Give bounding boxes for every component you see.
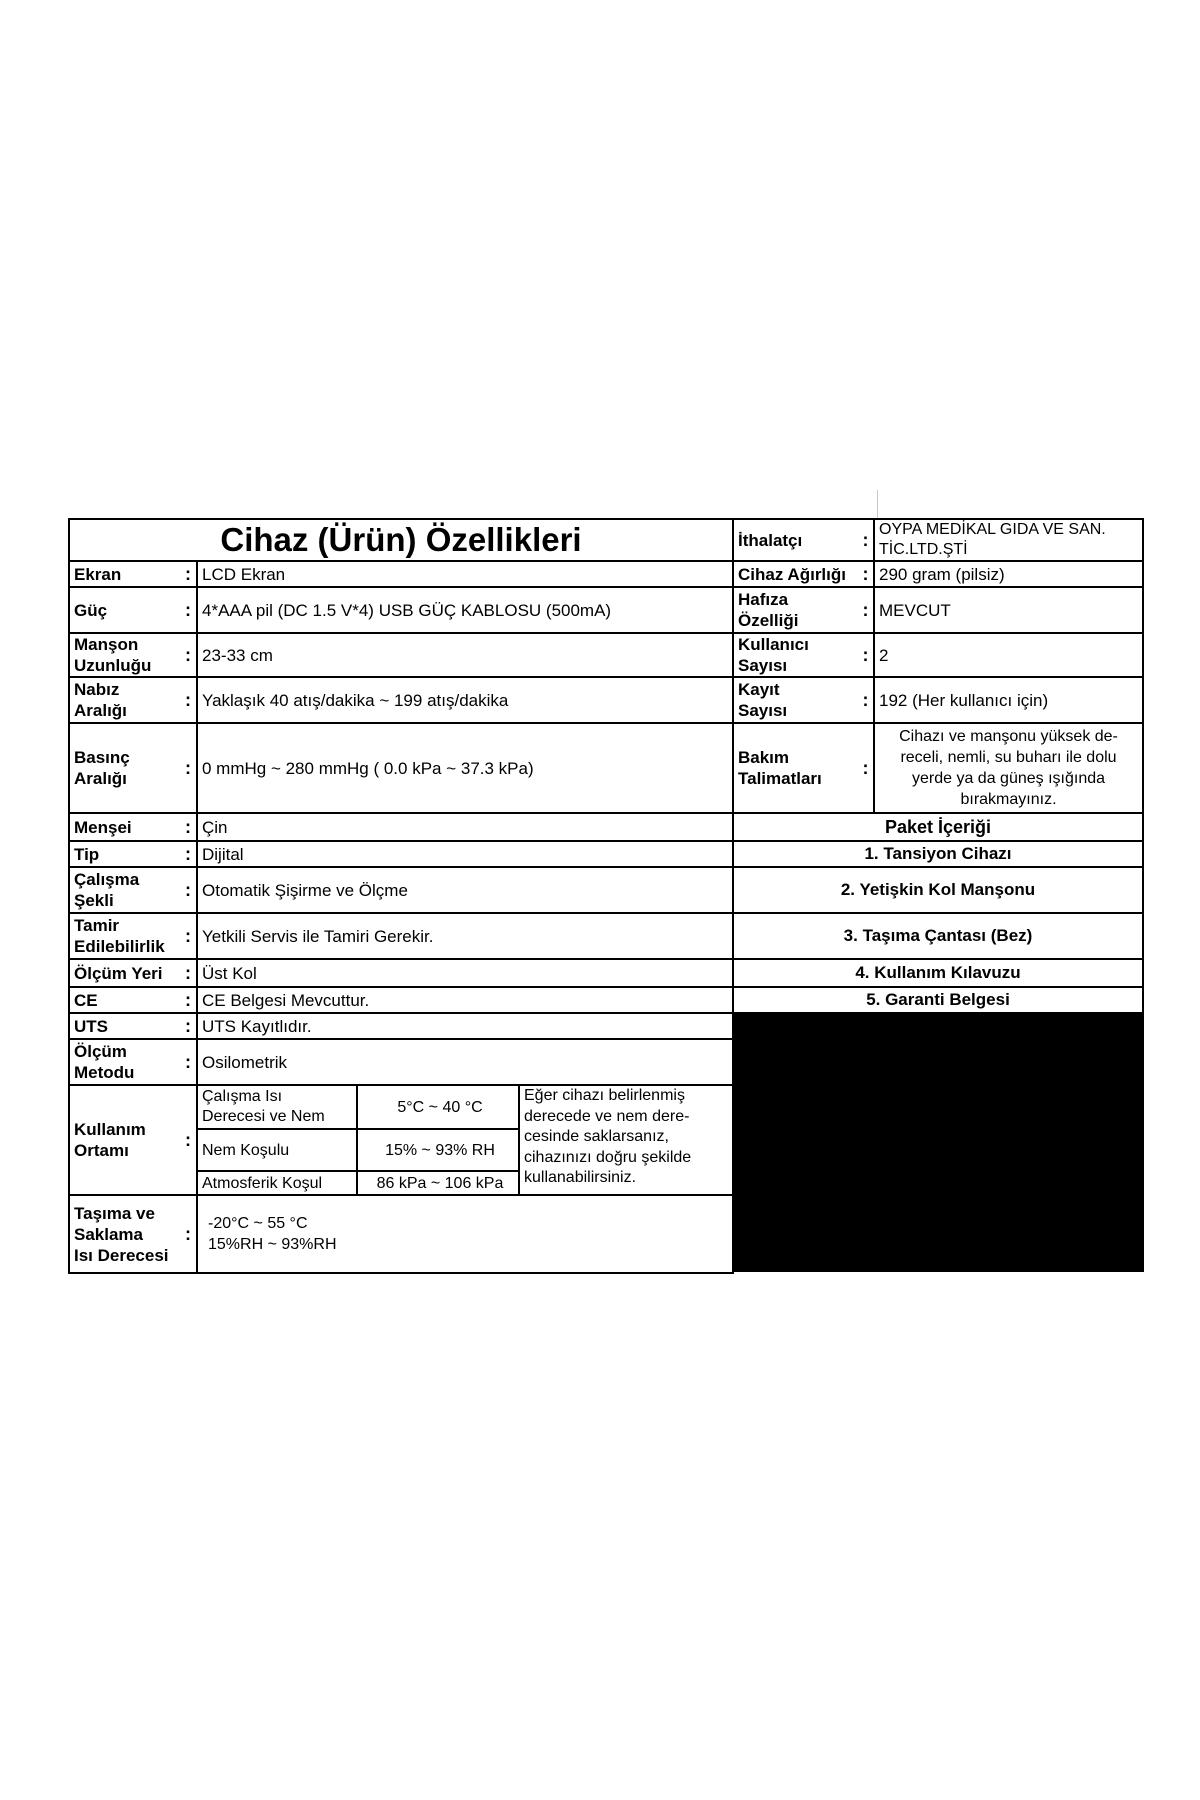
row-colon: : (862, 563, 869, 584)
usage-condition-name: Çalışma Isı Derecesi ve Nem (202, 1088, 325, 1125)
row-value: Osilometrik (202, 1052, 288, 1072)
package-item: 4. Kullanım Kılavuzu (855, 963, 1021, 982)
usage-condition-value: 15% ~ 93% RH (385, 1141, 495, 1159)
usage-condition-value: 86 kPa ~ 106 kPa (376, 1174, 504, 1192)
package-item: 1. Tansiyon Cihazı (864, 844, 1012, 863)
row-label: Kayıt Sayısı (738, 680, 788, 720)
row-colon: : (185, 757, 191, 778)
black-panel (733, 1012, 1144, 1272)
row-colon: : (862, 599, 869, 620)
row-colon: : (185, 989, 191, 1010)
row-label: Nabız Aralığı (74, 680, 127, 720)
usage-condition-name: Atmosferik Koşul (202, 1174, 323, 1192)
row-value: MEVCUT (879, 600, 951, 620)
row-value: Üst Kol (202, 963, 257, 983)
guide-line (877, 490, 878, 520)
storage-colon: : (185, 1223, 191, 1244)
row-colon: : (185, 925, 191, 946)
row-label: CE (74, 990, 98, 1010)
row-colon: : (185, 879, 191, 900)
row-label: UTS (74, 1016, 108, 1036)
row-colon: : (185, 816, 191, 837)
row-value: CE Belgesi Mevcuttur. (202, 990, 370, 1010)
package-item: 2. Yetişkin Kol Manşonu (840, 880, 1036, 899)
row-label: Kullanıcı Sayısı (738, 635, 809, 675)
row-value: 290 gram (pilsiz) (879, 564, 1005, 584)
row-label: Hafıza Özelliği (738, 590, 799, 630)
row-value: UTS Kayıtlıdır. (202, 1016, 312, 1036)
row-colon: : (185, 689, 191, 710)
storage-value: -20°C ~ 55 °C 15%RH ~ 93%RH (208, 1215, 337, 1253)
row-label: Ölçüm Yeri (74, 963, 163, 983)
table-bottom-border (68, 1272, 734, 1274)
row-label: Tamir Edilebilirlik (74, 916, 165, 956)
row-label: Manşon Uzunluğu (74, 635, 152, 675)
row-value: LCD Ekran (202, 564, 286, 584)
row-label: Çalışma Şekli (74, 870, 140, 910)
row-label: Ekran (74, 564, 122, 584)
row-colon: : (185, 1051, 191, 1072)
row-line (732, 1012, 1144, 1014)
usage-colon: : (185, 1129, 191, 1150)
table-right-border (1142, 518, 1144, 1014)
row-value: 23-33 cm (202, 645, 273, 665)
usage-condition-name: Nem Koşulu (202, 1141, 290, 1159)
row-colon: : (185, 599, 191, 620)
row-colon: : (185, 563, 191, 584)
row-value: Yetkili Servis ile Tamiri Gerekir. (202, 926, 434, 946)
row-value: Çin (202, 817, 228, 837)
usage-condition-value: 5°C ~ 40 °C (397, 1098, 483, 1116)
row-value: 0 mmHg ~ 280 mmHg ( 0.0 kPa ~ 37.3 kPa) (202, 758, 534, 778)
storage-label: Taşıma ve Saklama Isı Derecesi (74, 1203, 169, 1265)
row-label: Bakım Talimatları (738, 748, 822, 788)
row-label: Menşei (74, 817, 132, 837)
row-colon: : (862, 529, 869, 550)
row-label: İthalatçı (738, 530, 803, 550)
row-colon: : (862, 689, 869, 710)
row-colon: : (862, 644, 869, 665)
row-value: Otomatik Şişirme ve Ölçme (202, 880, 408, 900)
row-label: Basınç Aralığı (74, 748, 130, 788)
page-title: Cihaz (Ürün) Özellikleri (220, 521, 582, 558)
package-item: 5. Garanti Belgesi (866, 990, 1010, 1009)
row-value: Cihazı ve manşonu yüksek de- receli, nemli, su buharı ile dolu yerde ya da güneş ışığında bırakmayınız. (899, 728, 1118, 808)
row-label: Cihaz Ağırlığı (738, 564, 846, 584)
row-colon: : (185, 1015, 191, 1036)
package-title: Paket İçeriği (884, 816, 992, 837)
row-label: Tip (74, 844, 100, 864)
usage-label: Kullanım Ortamı (74, 1120, 146, 1160)
row-colon: : (185, 962, 191, 983)
row-value: Yaklaşık 40 atış/dakika ~ 199 atış/dakika (202, 690, 509, 710)
package-item: 3. Taşıma Çantası (Bez) (843, 926, 1033, 945)
row-colon: : (862, 757, 869, 778)
row-value: Dijital (202, 844, 244, 864)
row-colon: : (185, 644, 191, 665)
row-value: 192 (Her kullanıcı için) (879, 690, 1049, 710)
row-value: 2 (879, 645, 889, 665)
row-colon: : (185, 843, 191, 864)
row-value: 4*AAA pil (DC 1.5 V*4) USB GÜÇ KABLOSU (500mA) (202, 600, 612, 620)
row-label: Ölçüm Metodu (74, 1042, 135, 1082)
row-label: Güç (74, 600, 108, 620)
usage-note: Eğer cihazı belirlenmiş derecede ve nem dere- cesinde saklarsanız, cihazınızı doğru şekilde kullanabilirsiniz. (524, 1087, 692, 1186)
row-value: OYPA MEDİKAL GIDA VE SAN. TİC.LTD.ŞTİ (879, 521, 1106, 558)
